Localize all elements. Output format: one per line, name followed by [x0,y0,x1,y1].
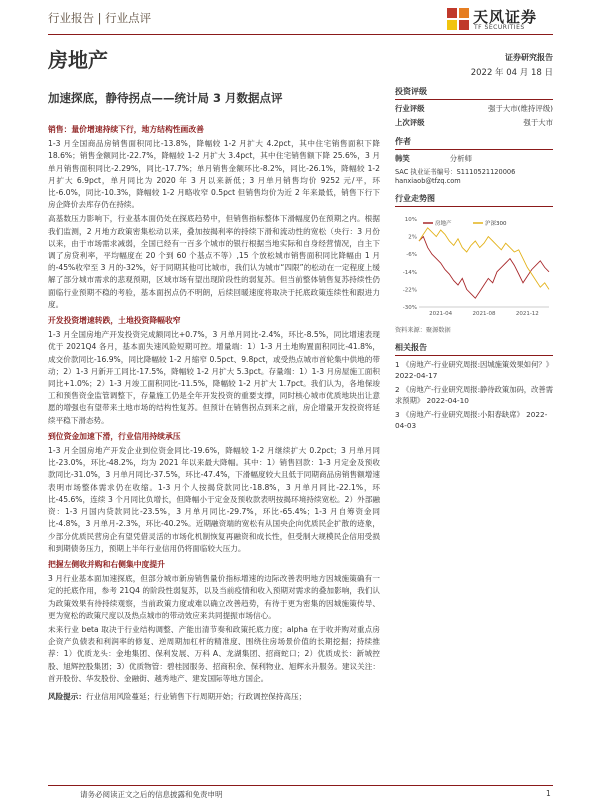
industry-rating-row [395,103,553,114]
author-row [395,153,553,164]
section-heading: 开发投资增速转跌，土地投资降幅收窄 [48,316,181,326]
risk-warning [48,691,380,703]
report-subtitle: 加速探底，静待拐点——统计局 3 月数据点评 [48,91,283,105]
report-type: 证券研究报告 [505,53,553,62]
risk-text: 行业信用风险蔓延；行业销售下行周期开始；行政调控保持高压； [85,691,307,701]
page-title: 房地产 [48,48,108,72]
related-report-2[interactable]: 2 《房地产-行业研究周报:静待政策加码，改善需求预期》 2022-04-10 [395,385,553,405]
prev-rating-label: 上次评级 [395,118,425,127]
author-heading: 作者 [395,136,553,150]
paragraph: 1-3 月全国商品房销售面积同比-13.8%，降幅较 1-2 月扩大 4.2pct，其中住宅销售面积下降 18.6%；销售金额同比-22.7%，降幅较 1-2 月扩大 3.4pct，其中住宅销售额下降 25.6%，3 月单月销售面积同比-2.29%，同比-17.7%；单月销售金额环比-8.2%，同比-26.1%，降幅较 1-2 月扩大 6.9pct，单月同比为 2020 年 3 月以来新低；3 月单月销售均价 9252 元/平，环比-6.0%，同比-10.3%，降幅较 1-2 月略收窄 0.5pct 但销售均价为近 2 年来最低，销售下行下房企降价去库存仍在持续。 [48,139,380,210]
y-tick-label: -6% [406,252,417,259]
broker-logo [447,6,553,32]
author-sac: SAC 执业证书编号：S1110521120006 [395,168,516,176]
prev-rating-value: 强于大市 [523,118,553,127]
section-heading: 把握左侧收并购和右侧集中度提升 [48,559,165,569]
related-report-1[interactable]: 1 《房地产-行业研究周报:因城施策效果如何？》 2022-04-17 [395,360,553,380]
trend-chart-svg [395,211,553,323]
report-category: 行业报告 | 行业点评 [48,11,152,25]
chart-source: 资料来源：聚源数据 [395,327,451,334]
x-tick-label: 2021-04 [429,311,453,317]
author-name: 韩笑 [395,154,410,163]
logo-text-cn: 天风证券 [473,8,538,26]
author-role: 分析师 [449,154,472,163]
risk-label: 风险提示： [48,691,86,701]
y-tick-label: 2% [408,234,417,241]
paragraph: 高基数压力影响下，行业基本面仍处在探底趋势中，但销售指标整体下滑幅度仍在预期之内。根据我们监测，2 月地方政策密集松动以来，叠加按揭利率的持续下滑和流动性的宽松（央行：3 月份以来，由于市场需求减弱，全国已经有一百多个城市的银行根据当地实际和自身经营情况，自主下调了房贷利率，平均幅度在 20 个到 60 个基点不等）,15 个放松城市销售面积同比降幅由 1 月的-45%收窄至 3 月的-32%，好于同期其他可比城市，我们认为城市“四限”的松动在一定程度上缓解了部分城市需求的悲观预期，区域市场有望出现阶段性的弱复苏。但当前整体销售复苏持续性仍面临行业预期不稳的考验，基本面拐点仍不明朗，后续回暖速度将取决于托底政策连续性和跟进力度。 [48,214,380,309]
related-heading: 相关报告 [395,342,553,356]
series-line-1 [419,228,549,290]
trend-heading: 行业走势图 [395,193,553,207]
footer-divider [48,785,553,786]
x-tick-label: 2021-08 [472,311,496,317]
page-number: 1 [546,789,551,798]
paragraph: 未来行业 beta 取决于行业结构调整、产能出清节奏和政策托底力度；alpha 在于收并购对重点房企资产负债表和利润率的修复、逆周期加杠杆的精准度、围绕住房场景价值的长期挖掘；持续推荐：1）优质龙头：金地集团、保利发展、万科 A、龙湖集团、招商蛇口；2）优质成长：新城控股、旭辉控股集团；3）优质物管：碧桂园服务、招商积余、保利物业、旭辉永升服务。建议关注：首开股份、华发股份、金融街、越秀地产、建发国际等地方国企。 [48,624,380,683]
industry-rating-label: 行业评级 [395,104,425,113]
section-heading: 到位资金加速下滑，行业信用持续承压 [48,431,181,441]
industry-rating-value: 强于大市(维持评级) [488,104,553,113]
rating-heading: 投资评级 [395,86,553,100]
y-tick-label: -22% [402,287,417,294]
industry-trend-chart [395,211,553,323]
author-email[interactable]: hanxiaob@tfzq.com [395,177,461,185]
header-divider [48,34,553,35]
legend-label: 房地产 [435,221,452,227]
y-tick-label: -14% [402,269,417,276]
report-date: 2022 年 04 月 18 日 [470,68,553,78]
paragraph: 1-3 月全国房地产开发投资完成额同比+0.7%，3 月单月同比-2.4%，环比-8.5%，同比增速表现优于 2021Q4 各月，基本面失速风险短期可控。增量端：1）1-3 月土地购置面积同比-41.8%，成交价款同比-16.9%，同比降幅较 1-2 月缩窄 0.5pct、9.8pct，或受热点城市首轮集中供地的带动；2）1-3 月新开工同比-17.5%，降幅较 1-2 月扩大 5.3pct。存量端：1）1-3 月房屋施工面积同比+1.0%；2）1-3 月竣工面积同比-11.5%，降幅较 1-2 月扩大 1.7pct。我们认为，各地保竣工和预售资金监管调整下，存量施工仍是全年开发投资的重要支撑，同时核心城市优质地块出让意愿的增强也有望带来土地市场的结构性复苏。但预计在销售拐点到来之前，房企增量开发投资将延续平稳下滑态势。 [48,330,380,425]
y-tick-label: -30% [402,305,417,311]
prev-rating-row [395,117,553,128]
section-heading: 销售：量价增速持续下行，地方结构性画改善 [48,125,204,134]
tf-logo-icon [447,8,469,30]
x-tick-label: 2021-12 [515,311,539,317]
legend-label: 沪深300 [485,221,507,227]
related-report-3[interactable]: 3 《房地产-行业研究周报:小阳春缺席》 2022-04-03 [395,410,548,430]
y-tick-label: 10% [404,217,417,223]
sidebar [395,44,553,431]
footer-disclaimer: 请务必阅读正文之后的信息披露和免责申明 [80,790,223,799]
paragraph: 3 月行业基本面加速探底，但部分城市新房销售量价指标增速的边际改善表明地方因城施策确有一定的托底作用，参考 21Q4 的阶段性弱复苏，以及当前疫情和收入预期对需求的叠加影响，我们认为政策效果有待持续观察，当前政策力度或难以确立改善趋势，有待于更为密集的因城施策传导、更为宽松的政策尺度以及热点城市的带动效应来共同提振市场信心。 [48,574,380,620]
series-line-0 [419,237,549,299]
logo-text-en: TF SECURITIES [474,24,525,31]
main-body [48,120,380,705]
paragraph: 1-3 月全国房地产开发企业到位资金同比-19.6%，降幅较 1-2 月继续扩大 0.2pct；3 月单月同比-23.0%，环比-48.2%，均为 2021 年以来最大降幅。其中：1）销售回款：1-3 月定金及预收款同比-31.0%，3 月单月同比-37.5%，环比-47.4%，下滑幅度较大且低于同期商品房销售额增速表明市场整体需求仍在收缩。1-3 月个人按揭贷款同比-18.8%，3 月单月同比-22.1%，环比-45.6%，连续 3 个月同比负增长，但降幅小于定金及预收款表明按揭环境持续宽松。2）外部融资：1-3 月国内贷款同比-23.5%，3 月单月同比-29.7%，环比-65.4%；1-3 月自筹资金同比-4.8%，3 月单月-2.3%，环比-40.2%。近期融资端的宽松有从国央企向优质民企扩散的迹象，少部分优质民营房企有望凭借灵活的市场化机制恢复再融资和成长性，但受制大规模民企信用受损和到期债务压力，预期上半年行业信用仍将面临较大压力。 [48,446,380,553]
